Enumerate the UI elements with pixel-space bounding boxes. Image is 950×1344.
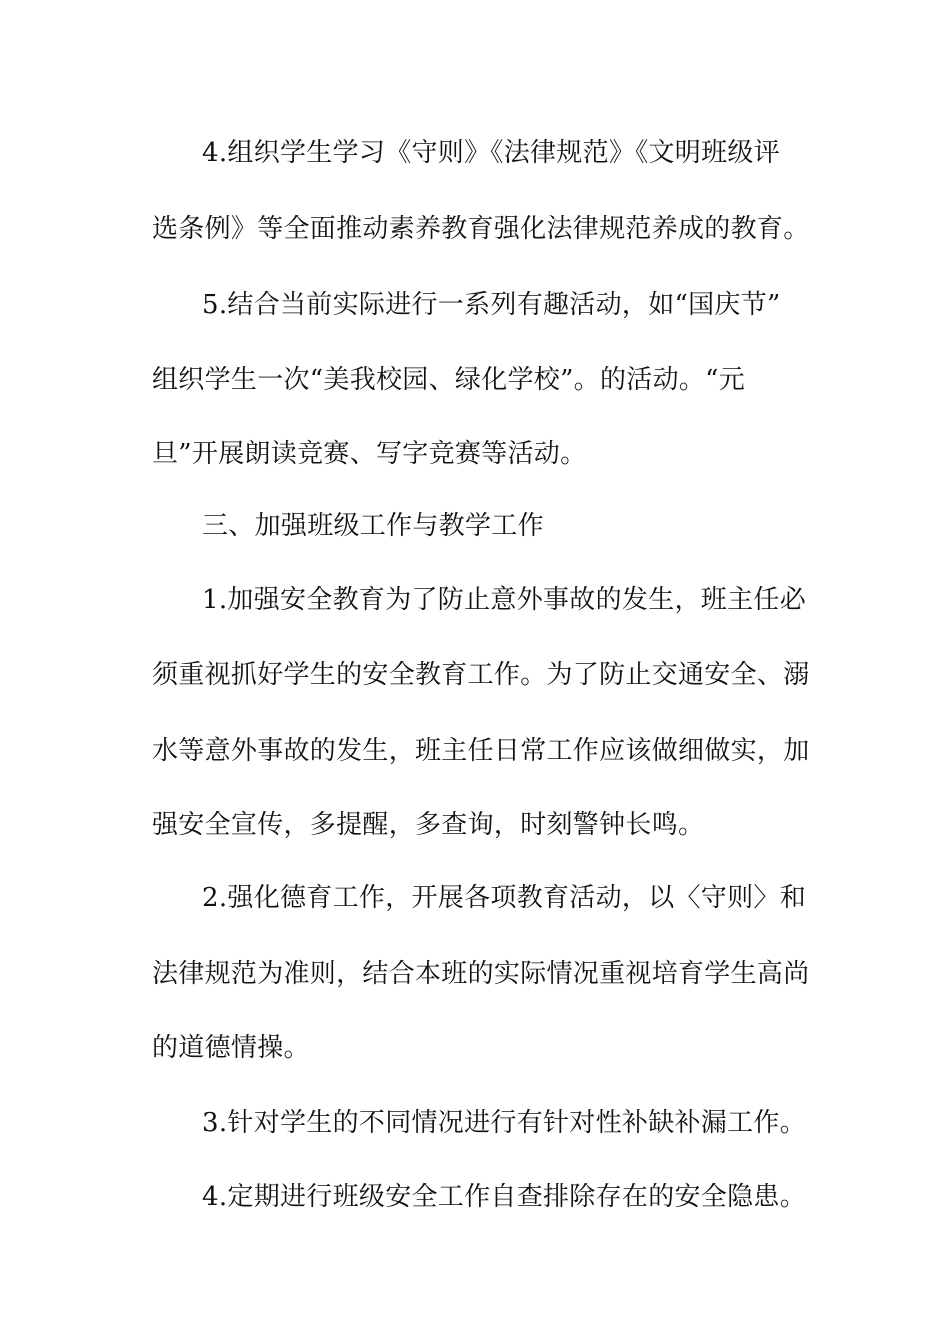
item-2-line-3: 的道德情操。 (152, 1033, 310, 1063)
paragraph-5-line-2: 组织学生一次“美我校园、绿化学校”。的活动。“元 (152, 365, 746, 395)
paragraph-4-line-1: 4.组织学生学习《守则》《法律规范》《文明班级评 (202, 138, 781, 168)
item-4-line-1: 4.定期进行班级安全工作自查排除存在的安全隐患。 (202, 1182, 807, 1212)
item-1-line-4: 强安全宣传，多提醒，多查询，时刻警钟长鸣。 (152, 810, 705, 840)
item-2-line-1: 2.强化德育工作，开展各项教育活动，以〈守则〉和 (202, 883, 807, 913)
item-3-line-1: 3.针对学生的不同情况进行有针对性补缺补漏工作。 (202, 1108, 807, 1138)
item-1-line-2: 须重视抓好学生的安全教育工作。为了防止交通安全、溺 (152, 660, 810, 690)
item-2-line-2: 法律规范为准则，结合本班的实际情况重视培育学生高尚 (152, 959, 810, 989)
item-1-line-1: 1.加强安全教育为了防止意外事故的发生，班主任必 (202, 585, 807, 615)
paragraph-4-line-2: 选条例》等全面推动素养教育强化法律规范养成的教育。 (152, 214, 810, 244)
section-heading: 三、加强班级工作与教学工作 (202, 511, 544, 541)
paragraph-5-line-3: 旦”开展朗读竞赛、写字竞赛等活动。 (152, 439, 587, 469)
paragraph-5-line-1: 5.结合当前实际进行一系列有趣活动，如“国庆节” (202, 290, 781, 320)
item-1-line-3: 水等意外事故的发生，班主任日常工作应该做细做实，加 (152, 736, 810, 766)
